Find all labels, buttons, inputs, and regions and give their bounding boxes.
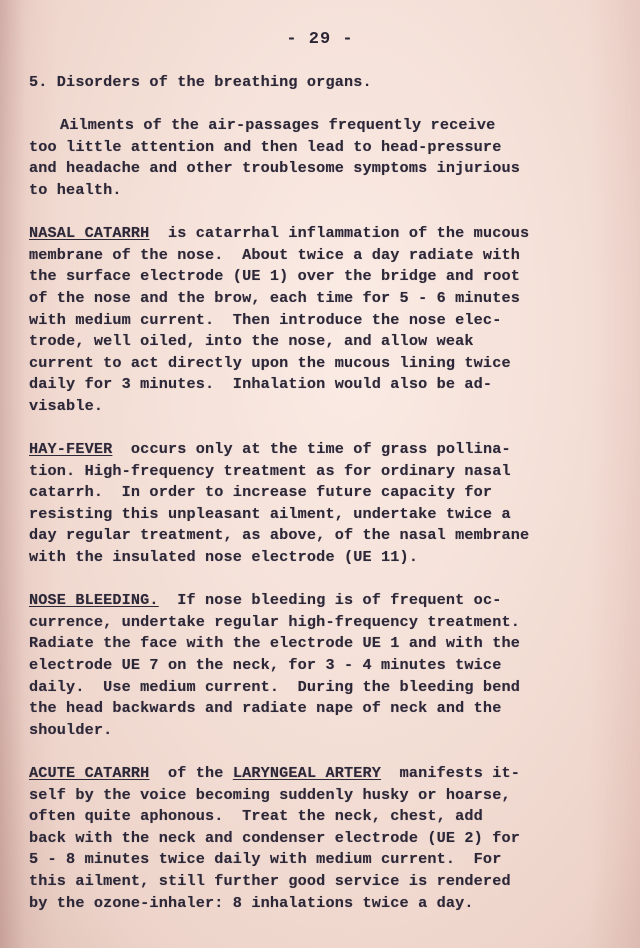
paragraph-heading-hay-fever: HAY-FEVER (29, 440, 113, 459)
intro-line: too little attention and then lead to head-pressure (29, 137, 502, 156)
page-number: - 29 - (286, 30, 354, 49)
paragraph-line: the head backwards and radiate nape of neck and the (29, 699, 502, 718)
paragraph-line: Radiate the face with the electrode UE 1 and with the (29, 634, 520, 653)
spacer (29, 94, 619, 116)
paragraph-line: tion. High-frequency treatment as for ordinary nasal (29, 461, 511, 480)
document-body (29, 72, 619, 914)
paragraph-line: with the insulated nose electrode (UE 11). (29, 548, 419, 567)
paragraph-line: 5 - 8 minutes twice daily with medium current. For (29, 850, 502, 869)
spacer (29, 741, 619, 763)
paragraph-heading-nasal-catarrh: NASAL CATARRH (29, 224, 150, 243)
paragraph-heading-nose-bleeding: NOSE BLEEDING. (29, 591, 159, 610)
paragraph-text: of the (149, 764, 233, 782)
paragraph-line: the surface electrode (UE 1) over the bridge and root (29, 267, 520, 286)
paragraph-line: by the ozone-inhaler: 8 inhalations twice a day. (29, 893, 474, 912)
paragraph-text: occurs only at the time of grass pollina- (112, 440, 511, 459)
paragraph-first-line (29, 223, 619, 245)
paragraph-line: this ailment, still further good service is rendered (29, 871, 511, 890)
paragraph-heading-acute-catarrh: ACUTE CATARRH (29, 764, 150, 782)
paragraph-line: day regular treatment, as above, of the nasal membrane (29, 526, 530, 545)
paragraph-line: trode, well oiled, into the nose, and allow weak (29, 332, 474, 351)
paragraph-first-line (29, 763, 619, 785)
spacer (29, 418, 619, 440)
intro-line: to health. (29, 180, 122, 199)
paragraph-line: electrode UE 7 on the neck, for 3 - 4 minutes twice (29, 656, 502, 675)
section-title: 5. Disorders of the breathing organs. (29, 73, 372, 91)
paragraph-line: current to act directly upon the mucous lining twice (29, 353, 511, 372)
paragraph-line: often quite aphonous. Treat the neck, chest, add (29, 807, 483, 826)
paragraph-line: self by the voice becoming suddenly husky or hoarse, (29, 785, 511, 804)
spacer (29, 569, 619, 591)
intro-line: Ailments of the air-passages frequently receive (60, 116, 496, 135)
paragraph-line: shoulder. (29, 720, 113, 739)
intro-line: and headache and other troublesome symptoms injurious (29, 159, 520, 178)
paragraph-line: back with the neck and condenser electrode (UE 2) for (29, 828, 520, 847)
paragraph-line: with medium current. Then introduce the nose elec- (29, 310, 502, 329)
paragraph-line: of the nose and the brow, each time for 5 - 6 minutes (29, 288, 520, 307)
paragraph-line: visable. (29, 396, 104, 415)
paragraph-first-line (29, 439, 619, 461)
paragraph-first-line (29, 590, 619, 612)
paragraph-line: daily for 3 minutes. Inhalation would also be ad- (29, 375, 493, 394)
paragraph-text: If nose bleeding is of frequent oc- (158, 591, 502, 610)
paragraph-heading-laryngeal-artery: LARYNGEAL ARTERY (232, 764, 382, 782)
spacer (29, 202, 619, 224)
paragraph-line: membrane of the nose. About twice a day radiate with (29, 245, 520, 264)
paragraph-line: currence, undertake regular high-frequency treatment. (29, 612, 520, 631)
paragraph-line: daily. Use medium current. During the bleeding bend (29, 677, 520, 696)
paragraph-text: manifests it- (381, 764, 521, 782)
paragraph-line: catarrh. In order to increase future capacity for (29, 483, 493, 502)
paragraph-text: is catarrhal inflammation of the mucous (149, 224, 530, 243)
paragraph-line: resisting this unpleasant ailment, undertake twice a (29, 504, 511, 523)
